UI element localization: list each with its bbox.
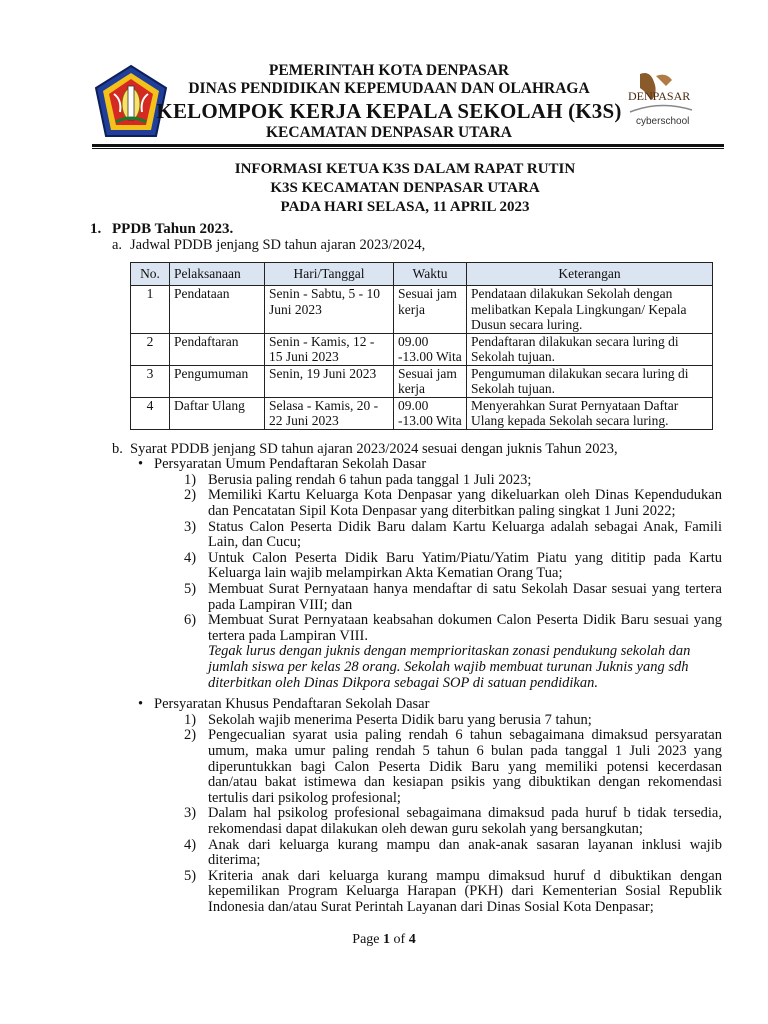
brand-word: DENPASAR <box>628 89 691 103</box>
list-item-text: Memiliki Kartu Keluarga Kota Denpasar yang dikeluarkan oleh Dinas Kependudukan dan Pencatatan Sipil Kota Denpasar yang diterbitkan paling singkat 1 Juni 2022; <box>208 487 722 520</box>
table-cell: Sesuai jam kerja <box>394 365 467 397</box>
bullet-khusus <box>136 697 722 713</box>
table-cell: Pendataan dilakukan Sekolah dengan melibatkan Kepala Lingkungan/ Kepala Dusun secara luring. <box>467 286 713 334</box>
page-word: Page <box>352 932 380 947</box>
subsection-b-text: Syarat PDDB jenjang SD tahun ajaran 2023/2024 sesuai dengan juknis Tahun 2023, <box>130 440 618 457</box>
bullet-icon: • <box>138 696 144 713</box>
page-current: 1 <box>383 932 391 947</box>
table-cell: Senin - Kamis, 12 - 15 Juni 2023 <box>265 333 394 365</box>
title-line-2: K3S KECAMATAN DENPASAR UTARA <box>270 180 540 196</box>
letterhead-organization: KELOMPOK KERJA KEPALA SEKOLAH (K3S) <box>156 99 622 123</box>
list-item-text: Anak dari keluarga kurang mampu dan anak-anak sasaran layanan inklusi wajib diterima; <box>208 836 722 869</box>
table-cell: Pengumuman dilakukan secara luring di Sekolah tujuan. <box>467 365 713 397</box>
table-cell: 2 <box>131 333 170 365</box>
table-header: Hari/Tanggal <box>265 263 394 286</box>
list-item-text: Status Calon Peserta Didik Baru dalam Kartu Keluarga adalah sebagai Anak, Famili Lain, dan Cucu; <box>208 518 722 551</box>
list-item-text: Untuk Calon Peserta Didik Baru Yatim/Piatu/Yatim Piatu yang dititip pada Kartu Keluarga lain wajib melampirkan Akta Kematian Orang Tua; <box>208 549 722 582</box>
list-item <box>184 549 722 582</box>
umum-note: Tegak lurus dengan juknis dengan memprioritaskan zonasi pendukung sekolah dan jumlah siswa per kelas 28 orang. Sekolah wajib membuat turunan Juknis yang sdh diterbitkan oleh Dinas Dikpora sebagai SOP di satuan pendidikan. <box>208 643 691 691</box>
letterhead-district: KECAMATAN DENPASAR UTARA <box>266 124 512 141</box>
title-line-3: PADA HARI SELASA, 11 APRIL 2023 <box>280 199 530 215</box>
letterhead-agency: DINAS PENDIDIKAN KEPEMUDAAN DAN OLAHRAGA <box>188 80 590 97</box>
list-item <box>184 867 722 916</box>
section-heading <box>90 222 722 238</box>
khusus-list <box>154 713 722 916</box>
title-line-1: INFORMASI KETUA K3S DALAM RAPAT RUTIN <box>234 161 576 177</box>
list-item-number: 4) <box>184 836 197 853</box>
document-body <box>90 222 722 916</box>
bullet-icon: • <box>138 456 144 473</box>
list-item <box>184 612 722 644</box>
table-cell: 3 <box>131 365 170 397</box>
table-cell: Pendataan <box>170 286 265 334</box>
table-row <box>131 397 713 429</box>
letterhead-rule-thick <box>92 144 724 147</box>
subsection-a-text: Jadwal PDDB jenjang SD tahun ajaran 2023/2024, <box>130 236 426 253</box>
list-item <box>184 471 722 489</box>
brand-sub: cyberschool <box>636 116 690 127</box>
letterhead-text <box>154 62 624 142</box>
of-word: of <box>393 932 406 947</box>
table-cell: 09.00 -13.00 Wita <box>394 333 467 365</box>
list-item-number: 3) <box>184 805 197 822</box>
denpasar-cyberschool-logo <box>626 70 696 132</box>
table-cell: Senin, 19 Juni 2023 <box>265 365 394 397</box>
list-item-text: Membuat Surat Pernyataan keabsahan dokumen Calon Peserta Didik Baru sesuai yang tertera pada Lampiran VIII. <box>208 612 722 644</box>
letterhead-rule-thin <box>92 148 724 149</box>
list-item-text: Kriteria anak dari keluarga kurang mampu dimaksud huruf d dibuktikan dengan kepemilikan Program Keluarga Harapan (PKH) dari Kementerian Sosial Republik Indonesia dan/atau Surat Perintah Layanan dari Dinas Sosial Kota Denpasar; <box>208 867 722 915</box>
bullet-umum-title: Persyaratan Umum Pendaftaran Sekolah Dasar <box>154 456 427 473</box>
bullet-umum <box>136 457 722 473</box>
subsection-a-label: a. <box>112 236 123 253</box>
section-number: 1. <box>90 221 102 237</box>
bullet-khusus-title: Persyaratan Khusus Pendaftaran Sekolah Dasar <box>154 696 430 713</box>
table-header: Pelaksanaan <box>170 263 265 286</box>
table-row <box>131 365 713 397</box>
list-item <box>184 711 722 729</box>
letterhead-government: PEMERINTAH KOTA DENPASAR <box>268 62 510 79</box>
table-header: Waktu <box>394 263 467 286</box>
list-item-text: Berusia paling rendah 6 tahun pada tanggal 1 Juli 2023; <box>208 471 532 488</box>
table-row <box>131 286 713 334</box>
table-cell: Daftar Ulang <box>170 397 265 429</box>
table-row <box>131 333 713 365</box>
list-item-text: Sekolah wajib menerima Peserta Didik baru yang berusia 7 tahun; <box>208 711 592 728</box>
page-footer <box>0 932 768 948</box>
list-item-number: 6) <box>184 612 197 629</box>
table-cell: Pendaftaran <box>170 333 265 365</box>
table-cell: Sesuai jam kerja <box>394 286 467 334</box>
table-header-row <box>131 263 713 286</box>
list-item <box>184 487 722 520</box>
list-item <box>184 836 722 869</box>
list-item-number: 5) <box>184 581 197 598</box>
list-item-text: Dalam hal psikolog profesional sebagaimana dimaksud pada huruf b tidak tersedia, rekomendasi dapat dilakukan oleh dewan guru sekolah yang bersangkutan; <box>208 805 722 837</box>
umum-list <box>154 473 722 645</box>
table-cell: 1 <box>131 286 170 334</box>
list-item-number: 1) <box>184 711 197 728</box>
table-cell: Pendaftaran dilakukan secara luring di Sekolah tujuan. <box>467 333 713 365</box>
schedule-table <box>130 262 713 430</box>
list-item <box>184 518 722 551</box>
table-cell: 4 <box>131 397 170 429</box>
list-item <box>184 581 722 613</box>
subsection-b <box>90 442 722 458</box>
table-cell: 09.00 -13.00 Wita <box>394 397 467 429</box>
list-item-number: 5) <box>184 867 197 884</box>
list-item-number: 4) <box>184 549 197 566</box>
list-item <box>184 727 722 806</box>
table-header: Keterangan <box>467 263 713 286</box>
list-item-number: 2) <box>184 487 197 504</box>
list-item-number: 2) <box>184 727 197 744</box>
section-title: PPDB Tahun 2023. <box>112 221 234 237</box>
list-item-number: 3) <box>184 518 197 535</box>
list-item-text: Pengecualian syarat usia paling rendah 6 tahun sebagaimana dimaksud persyaratan umum, maka umur paling rendah 5 tahun 6 bulan pada tanggal 1 Juli 2023 yang diperuntukkan bagi Calon Peserta Didik Baru yang memiliki potensi kecerdasan dan/atau bakat istimewa dan kesiapan psikis yang dibuktikan dengan rekomendasi tertulis dari psikolog profesional; <box>208 727 722 806</box>
page-total: 4 <box>408 932 416 947</box>
table-cell: Menyerahkan Surat Pernyataan Daftar Ulang kepada Sekolah secara luring. <box>467 397 713 429</box>
table-cell: Senin - Sabtu, 5 - 10 Juni 2023 <box>265 286 394 334</box>
table-cell: Pengumuman <box>170 365 265 397</box>
subsection-a <box>90 238 722 254</box>
list-item-number: 1) <box>184 471 197 488</box>
table-header: No. <box>131 263 170 286</box>
letterhead <box>92 62 732 142</box>
document-titles <box>90 160 720 217</box>
subsection-b-label: b. <box>112 440 123 457</box>
table-cell: Selasa - Kamis, 20 - 22 Juni 2023 <box>265 397 394 429</box>
list-item-text: Membuat Surat Pernyataan hanya mendaftar di satu Sekolah Dasar sesuai yang tertera pada Lampiran VIII; dan <box>208 581 722 613</box>
list-item <box>184 805 722 837</box>
